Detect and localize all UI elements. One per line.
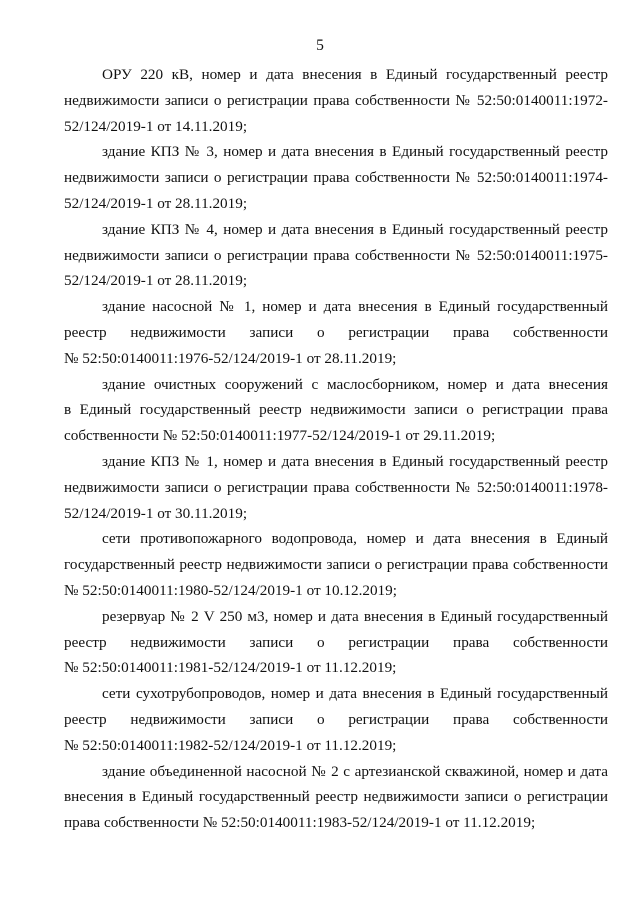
text-line: недвижимости записи о регистрации права собственности № 52:50:0140011:1972- <box>64 91 608 109</box>
text-line: № 52:50:0140011:1976-52/124/2019-1 от 28.11.2019; <box>64 349 397 367</box>
text-line: реестр недвижимости записи о регистрации права собственности <box>64 711 608 728</box>
text-line: сети противопожарного водопровода, номер и дата внесения в Единый <box>102 530 608 548</box>
text-line: № 52:50:0140011:1981-52/124/2019-1 от 11.12.2019; <box>64 659 397 677</box>
text-line: права собственности № 52:50:0140011:1983-52/124/2019-1 от 11.12.2019; <box>64 814 536 832</box>
text-line: внесения в Единый государственный реестр недвижимости записи о регистрации <box>64 788 608 806</box>
text-line: 52/124/2019-1 от 30.11.2019; <box>64 504 248 522</box>
text-line: реестр недвижимости записи о регистрации права собственности <box>64 633 608 651</box>
text-line: здание очистных сооружений с маслосборником, номер и дата внесения <box>102 375 608 393</box>
text-line: ОРУ 220 кВ, номер и дата внесения в Единый государственный реестр <box>102 66 608 83</box>
text-line: здание КПЗ № 1, номер и дата внесения в Единый государственный реестр <box>102 453 608 470</box>
text-line: недвижимости записи о регистрации права собственности № 52:50:0140011:1975- <box>64 246 608 264</box>
text-line: 52/124/2019-1 от 14.11.2019; <box>64 117 248 135</box>
text-line: здание КПЗ № 3, номер и дата внесения в Единый государственный реестр <box>102 143 608 161</box>
text-line: здание объединенной насосной № 2 с артезианской скважиной, номер и дата <box>102 762 608 780</box>
text-line: собственности № 52:50:0140011:1977-52/124/2019-1 от 29.11.2019; <box>64 427 496 445</box>
page-number: 5 <box>316 37 324 54</box>
text-line: здание КПЗ № 4, номер и дата внесения в Единый государственный реестр <box>102 220 608 238</box>
text-line: № 52:50:0140011:1982-52/124/2019-1 от 11.12.2019; <box>64 736 397 754</box>
text-line: здание насосной № 1, номер и дата внесения в Единый государственный <box>102 298 608 316</box>
text-line: резервуар № 2 V 250 м3, номер и дата внесения в Единый государственный <box>102 607 608 625</box>
text-line: в Единый государственный реестр недвижимости записи о регистрации права <box>64 401 608 419</box>
text-line: реестр недвижимости записи о регистрации права собственности <box>64 324 608 341</box>
text-line: недвижимости записи о регистрации права собственности № 52:50:0140011:1974- <box>64 169 608 187</box>
text-line: 52/124/2019-1 от 28.11.2019; <box>64 195 248 212</box>
text-line: недвижимости записи о регистрации права собственности № 52:50:0140011:1978- <box>64 478 608 496</box>
text-line: государственный реестр недвижимости записи о регистрации права собственности <box>64 556 608 574</box>
text-line: 52/124/2019-1 от 28.11.2019; <box>64 272 248 290</box>
text-line: сети сухотрубопроводов, номер и дата внесения в Единый государственный <box>102 685 608 703</box>
text-line: № 52:50:0140011:1980-52/124/2019-1 от 10.12.2019; <box>64 582 397 599</box>
